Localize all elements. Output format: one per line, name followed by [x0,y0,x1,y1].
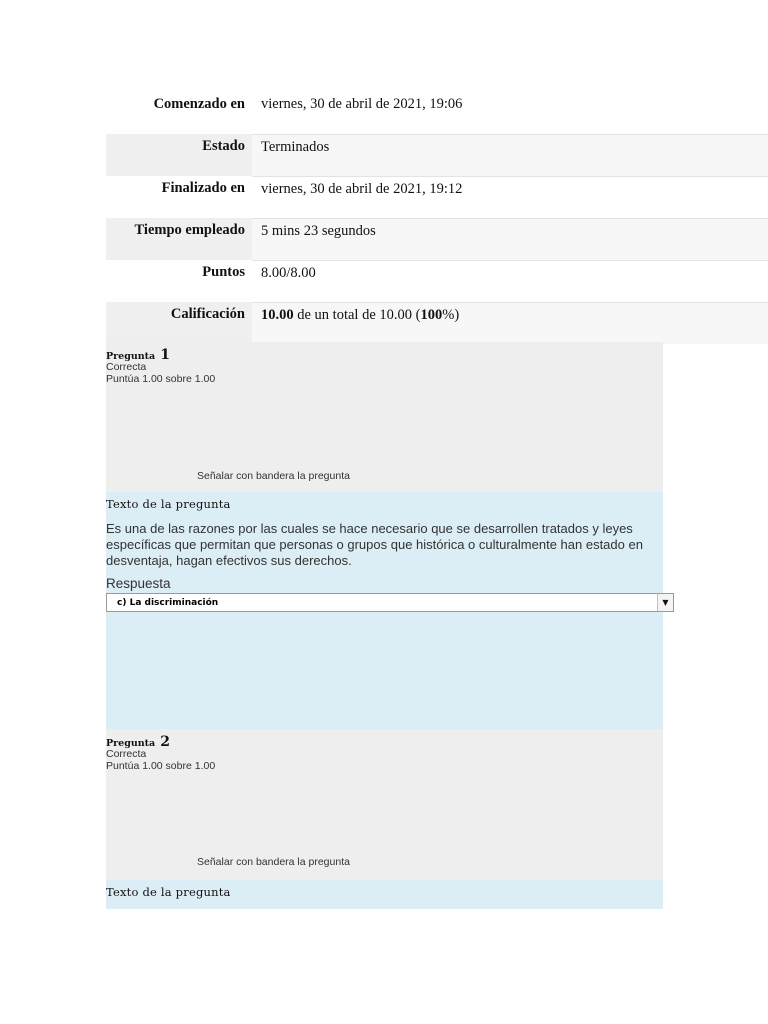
question-1-content [106,492,669,729]
question-text: Es una de las razones por las cuales se hace necesario que se desarrollen tratados y leyes específicas que permitan que personas o grupos que histórica o culturalmente han estado en desventaja, hagan efectivos sus derechos. [106,521,643,568]
grade-total-text: de un total de 10.00 ( [293,307,421,323]
question-1-info [106,342,663,492]
grade-value: 10.00 [261,307,294,323]
grade-percent: 100 [420,307,443,323]
response-label: Respuesta [106,576,171,591]
answer-select[interactable] [106,593,674,612]
summary-value: 5 mins 23 segundos [252,218,768,260]
summary-row-grade [106,302,768,344]
question-state: Correcta [106,361,147,373]
summary-label: Finalizado en [161,180,245,196]
summary-row-state [106,134,768,176]
summary-row-time-taken [106,218,768,260]
summary-label: Comenzado en [153,96,245,112]
question-word: Pregunta [106,738,156,749]
selected-answer: c) La discriminación [117,597,219,608]
question-state: Correcta [106,748,147,760]
summary-value: Terminados [252,134,768,176]
question-number: 2 [160,734,171,750]
question-word: Pregunta [106,351,156,362]
question-grade: Puntúa 1.00 sobre 1.00 [106,760,216,772]
summary-value: 8.00/8.00 [252,260,768,302]
summary-label: Calificación [106,302,252,344]
attempt-summary-table [106,92,768,344]
summary-row-started [106,92,768,134]
flag-question-link[interactable]: Señalar con bandera la pregunta [197,470,350,482]
summary-label: Tiempo empleado [106,218,252,260]
summary-value: viernes, 30 de abril de 2021, 19:06 [261,96,463,112]
question-text-heading: Texto de la pregunta [106,885,231,899]
question-number: 1 [160,347,171,363]
grade-percent-suffix: %) [442,307,460,323]
summary-label: Estado [106,134,252,176]
summary-value [252,302,768,344]
flag-question-link[interactable]: Señalar con bandera la pregunta [197,856,350,868]
question-grade: Puntúa 1.00 sobre 1.00 [106,373,216,385]
question-2-info [106,729,663,880]
question-2-content [106,880,663,909]
chevron-down-icon[interactable]: ▼ [657,594,673,611]
summary-label: Puntos [202,264,245,280]
summary-row-points [106,260,768,302]
question-text-heading: Texto de la pregunta [106,497,231,511]
summary-row-finished [106,176,768,218]
summary-value: viernes, 30 de abril de 2021, 19:12 [252,176,768,218]
